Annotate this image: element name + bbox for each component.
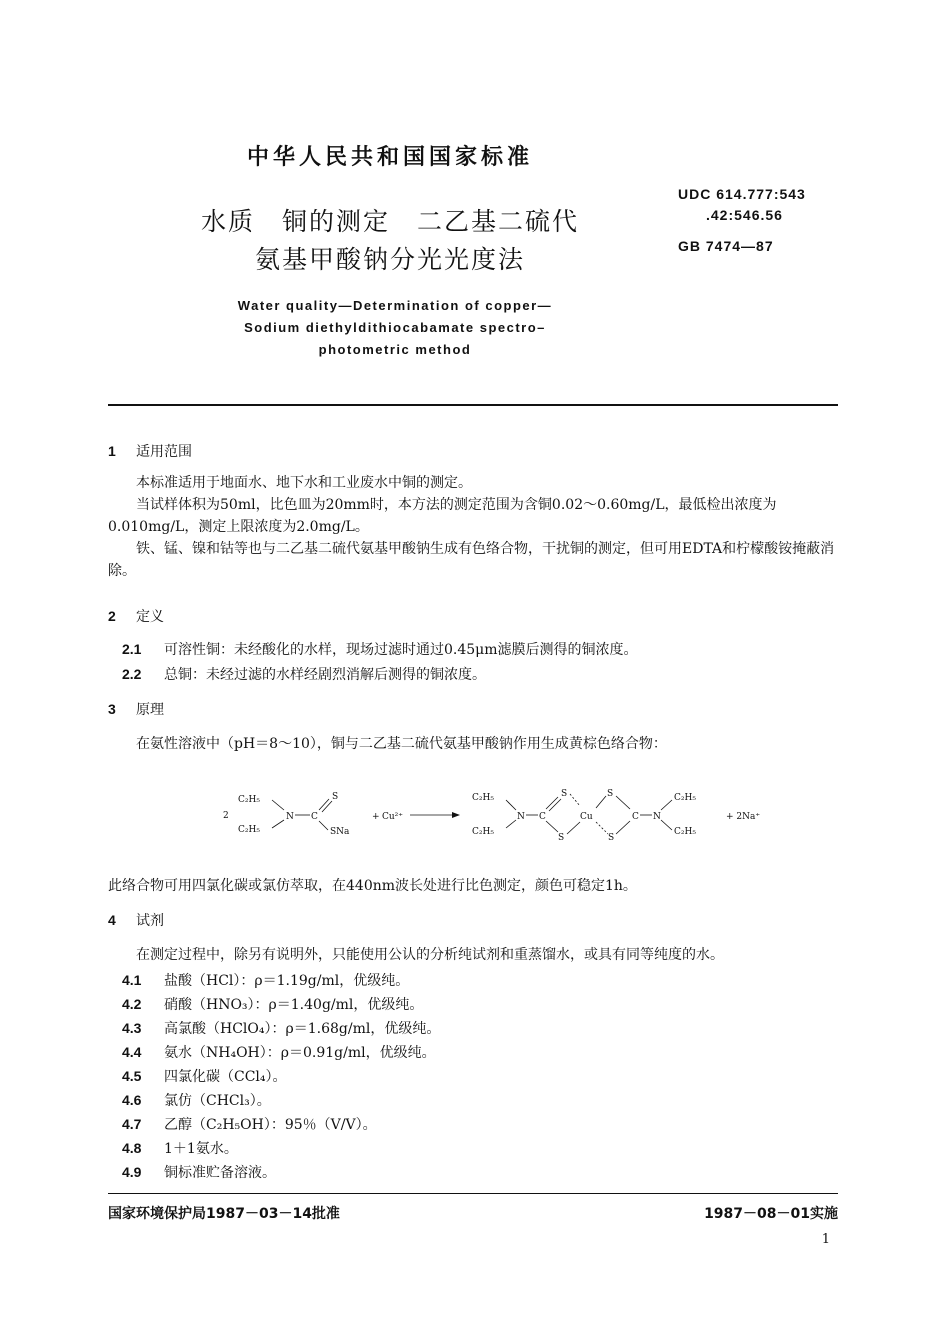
item-number: 4.5 xyxy=(122,1068,142,1084)
section-1-heading xyxy=(108,441,192,461)
carbon-atom: C xyxy=(311,812,318,822)
section-2-heading xyxy=(108,606,164,626)
section-title: 适用范围 xyxy=(136,444,192,460)
coordination-bond xyxy=(596,822,608,834)
reagent-item xyxy=(108,994,838,1014)
section-title: 定义 xyxy=(136,609,164,625)
section-title: 原理 xyxy=(136,702,164,718)
nitrogen-atom: N xyxy=(517,812,525,822)
section-3-heading xyxy=(108,699,164,719)
item-text: 氯仿（CHCl₃）。 xyxy=(164,1093,271,1109)
paragraph: 当试样体积为50ml，比色皿为20mm时，本方法的测定范围为含铜0.02～0.60mg/L，最低检出浓度为0.010mg/L，测定上限浓度为2.0mg/L。 xyxy=(108,497,777,535)
english-title xyxy=(0,295,790,361)
double-bond xyxy=(319,799,329,810)
definition-item xyxy=(108,664,838,684)
bond xyxy=(272,800,284,810)
section-4-body xyxy=(108,944,838,966)
english-title-line-3: photometric method xyxy=(318,342,472,357)
approval-date: 国家环境保护局1987－03－14批准 xyxy=(108,1206,340,1222)
arrowhead xyxy=(452,812,460,818)
reagent-item xyxy=(108,1114,838,1134)
sulfur-atom: S xyxy=(558,833,565,843)
item-text: 可溶性铜：未经酸化的水样，现场过滤时通过0.45μm滤膜后测得的铜浓度。 xyxy=(164,642,638,658)
title-line-1: 水质 铜的测定 二乙基二硫代 xyxy=(200,207,579,236)
plus-sign: + xyxy=(372,812,380,822)
effective-date: 1987－08－01实施 xyxy=(704,1206,838,1222)
reagent-item xyxy=(108,1138,838,1158)
document-title xyxy=(0,203,780,279)
bond xyxy=(661,820,672,830)
section-title: 试剂 xyxy=(136,913,164,929)
item-number: 4.4 xyxy=(122,1044,142,1060)
sulfur-atom: S xyxy=(607,789,614,799)
section-number: 2 xyxy=(108,608,116,624)
paragraph: 在测定过程中，除另有说明外，只能使用公认的分析纯试剂和重蒸馏水，或具有同等纯度的水。 xyxy=(136,947,724,963)
bond xyxy=(546,821,558,832)
paragraph: 此络合物可用四氯化碳或氯仿萃取，在440nm波长处进行比色测定，颜色可稳定1h。 xyxy=(108,878,637,894)
double-bond xyxy=(322,801,332,812)
copper-ion: Cu²⁺ xyxy=(382,812,404,822)
bond xyxy=(272,820,284,828)
standard-category: 中华人民共和国国家标准 xyxy=(246,145,533,170)
item-number: 2.1 xyxy=(122,641,142,657)
item-text: 四氯化碳（CCl₄）。 xyxy=(164,1069,287,1085)
sodium-ions: + 2Na⁺ xyxy=(726,812,761,822)
item-number: 4.8 xyxy=(122,1140,142,1156)
item-number: 2.2 xyxy=(122,666,142,682)
definition-item xyxy=(108,639,838,659)
bond xyxy=(319,821,328,830)
item-text: 1＋1氨水。 xyxy=(164,1141,238,1157)
copper-atom: Cu xyxy=(580,812,593,822)
paragraph: 铁、锰、镍和钴等也与二乙基二硫代氨基甲酸钠生成有色络合物，干扰铜的测定，但可用EDTA和柠檬酸铵掩蔽消除。 xyxy=(108,541,835,579)
bond xyxy=(506,800,516,810)
reagent-item xyxy=(108,970,838,990)
item-text: 总铜：未经过滤的水样经剧烈消解后测得的铜浓度。 xyxy=(164,667,486,683)
reagent-item xyxy=(108,1066,838,1086)
item-text: 硝酸（HNO₃）：ρ＝1.40g/ml，优级纯。 xyxy=(164,997,424,1013)
ethyl-group: C₂H₅ xyxy=(674,827,696,837)
item-number: 4.2 xyxy=(122,996,142,1012)
item-number: 4.7 xyxy=(122,1116,142,1132)
bond xyxy=(616,821,630,834)
sulfur-atom: S xyxy=(608,833,615,843)
coordination-bond xyxy=(570,794,580,806)
double-bond xyxy=(546,797,558,809)
item-text: 高氯酸（HClO₄）：ρ＝1.68g/ml，优级纯。 xyxy=(164,1021,441,1037)
reagent-item xyxy=(108,1162,838,1182)
sulfur-atom: S xyxy=(332,792,339,802)
ethyl-group: C₂H₅ xyxy=(674,793,696,803)
bond xyxy=(596,796,606,808)
gb-number: GB 7474—87 xyxy=(678,238,774,254)
section-4-heading xyxy=(108,910,164,930)
double-bond xyxy=(549,799,561,811)
ethyl-group: C₂H₅ xyxy=(472,793,494,803)
ethyl-group: C₂H₅ xyxy=(472,827,494,837)
item-text: 盐酸（HCl）：ρ＝1.19g/ml，优级纯。 xyxy=(164,973,410,989)
header-divider xyxy=(108,404,838,406)
bond xyxy=(616,796,630,809)
section-3-extraction xyxy=(108,875,838,897)
nitrogen-atom: N xyxy=(286,812,294,822)
section-3-body xyxy=(108,733,838,755)
item-text: 氨水（NH₄OH）：ρ＝0.91g/ml，优级纯。 xyxy=(164,1045,436,1061)
ethyl-group: C₂H₅ xyxy=(238,795,260,805)
bond xyxy=(661,800,672,810)
item-text: 铜标准贮备溶液。 xyxy=(164,1165,276,1181)
reagent-item xyxy=(108,1018,838,1038)
ethyl-group: C₂H₅ xyxy=(238,825,260,835)
reaction-equation xyxy=(220,784,780,844)
item-number: 4.3 xyxy=(122,1020,142,1036)
reagent-item xyxy=(108,1042,838,1062)
page-number: 1 xyxy=(821,1232,830,1247)
bond xyxy=(567,822,580,834)
carbon-atom: C xyxy=(539,812,546,822)
coefficient: 2 xyxy=(223,811,229,821)
sulfur-atom: S xyxy=(561,789,568,799)
udc-code-line1: UDC 614.777:543 xyxy=(678,186,806,202)
paragraph: 在氨性溶液中（pH＝8～10），铜与二乙基二硫代氨基甲酸钠作用生成黄棕色络合物： xyxy=(136,736,667,752)
udc-code-line2: .42:546.56 xyxy=(706,207,783,223)
reagent-item xyxy=(108,1090,838,1110)
footer-divider xyxy=(108,1193,838,1194)
bond xyxy=(506,820,516,828)
paragraph: 本标准适用于地面水、地下水和工业废水中铜的测定。 xyxy=(136,475,472,491)
nitrogen-atom: N xyxy=(653,812,661,822)
title-line-2: 氨基甲酸钠分光光度法 xyxy=(254,245,525,274)
english-title-line-1: Water quality—Determination of copper— xyxy=(237,298,553,313)
sodium-thiolate: SNa xyxy=(330,827,350,837)
item-text: 乙醇（C₂H₅OH）：95％（V/V）。 xyxy=(164,1117,377,1133)
section-number: 1 xyxy=(108,443,116,459)
section-number: 3 xyxy=(108,701,116,717)
carbon-atom: C xyxy=(632,812,639,822)
item-number: 4.1 xyxy=(122,972,142,988)
section-1-body xyxy=(108,472,838,582)
english-title-line-2: Sodium diethyldithiocabamate spectro– xyxy=(244,320,546,335)
item-number: 4.6 xyxy=(122,1092,142,1108)
section-number: 4 xyxy=(108,912,116,928)
item-number: 4.9 xyxy=(122,1164,142,1180)
